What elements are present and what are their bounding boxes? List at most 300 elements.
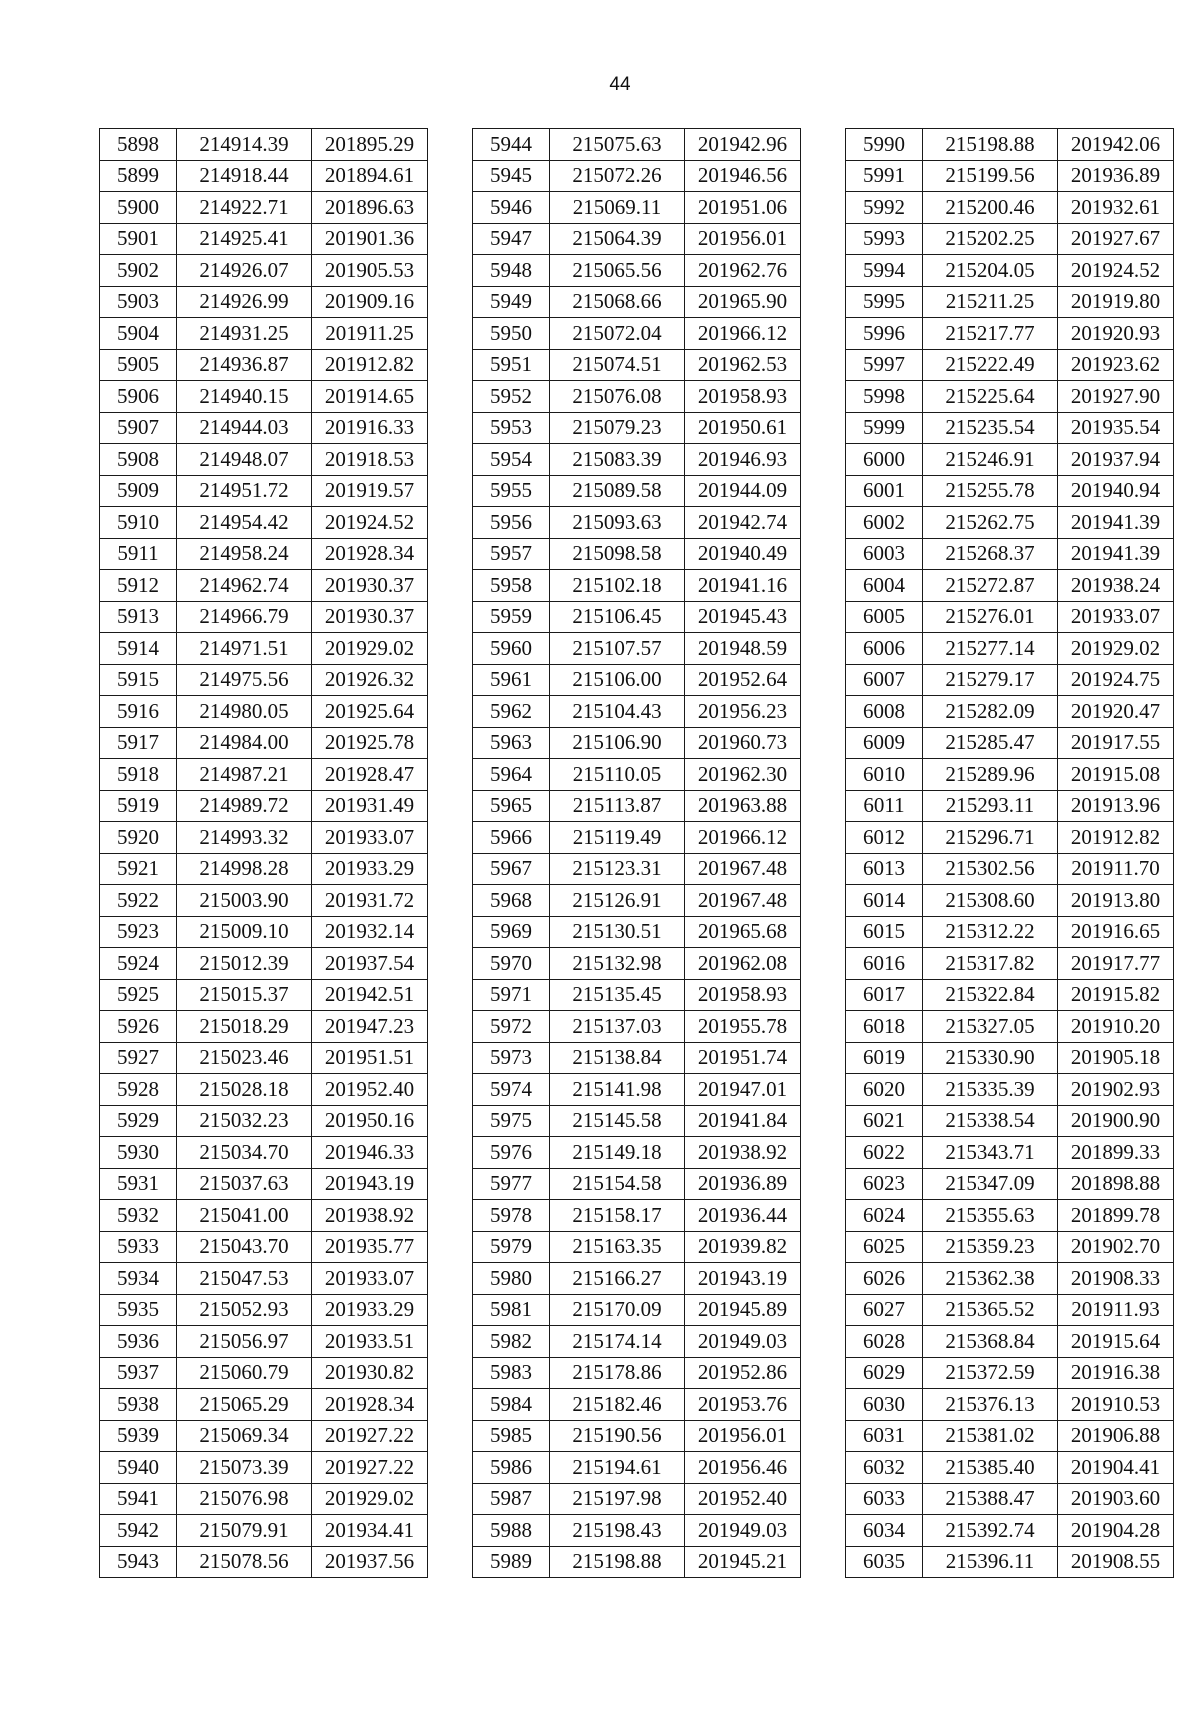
point-number-cell: 5981 <box>473 1294 550 1326</box>
point-number-cell: 6013 <box>846 853 923 885</box>
table-row <box>100 1357 428 1389</box>
x-coordinate-cell: 215069.34 <box>177 1420 312 1452</box>
point-number-cell: 6031 <box>846 1420 923 1452</box>
x-coordinate-cell: 215211.25 <box>923 286 1058 318</box>
table-row <box>100 1483 428 1515</box>
y-coordinate-cell: 201926.32 <box>312 664 428 696</box>
y-coordinate-cell: 201937.94 <box>1058 444 1174 476</box>
point-number-cell: 6034 <box>846 1515 923 1547</box>
y-coordinate-cell: 201934.41 <box>312 1515 428 1547</box>
x-coordinate-cell: 214971.51 <box>177 633 312 665</box>
y-coordinate-cell: 201965.90 <box>685 286 801 318</box>
table-row <box>846 822 1174 854</box>
x-coordinate-cell: 214914.39 <box>177 129 312 161</box>
x-coordinate-cell: 215106.90 <box>550 727 685 759</box>
table-row <box>100 1042 428 1074</box>
point-number-cell: 5956 <box>473 507 550 539</box>
x-coordinate-cell: 215198.43 <box>550 1515 685 1547</box>
table-row <box>846 696 1174 728</box>
point-number-cell: 5964 <box>473 759 550 791</box>
y-coordinate-cell: 201962.08 <box>685 948 801 980</box>
y-coordinate-cell: 201966.12 <box>685 822 801 854</box>
point-number-cell: 5928 <box>100 1074 177 1106</box>
point-number-cell: 5901 <box>100 223 177 255</box>
table-row <box>846 570 1174 602</box>
y-coordinate-cell: 201933.29 <box>312 1294 428 1326</box>
table-row <box>846 129 1174 161</box>
table-row <box>473 1137 801 1169</box>
y-coordinate-cell: 201896.63 <box>312 192 428 224</box>
point-number-cell: 5963 <box>473 727 550 759</box>
x-coordinate-cell: 215376.13 <box>923 1389 1058 1421</box>
point-number-cell: 5899 <box>100 160 177 192</box>
y-coordinate-cell: 201928.47 <box>312 759 428 791</box>
x-coordinate-cell: 214931.25 <box>177 318 312 350</box>
table-row <box>846 1483 1174 1515</box>
y-coordinate-cell: 201924.52 <box>1058 255 1174 287</box>
x-coordinate-cell: 215235.54 <box>923 412 1058 444</box>
x-coordinate-cell: 214936.87 <box>177 349 312 381</box>
point-number-cell: 5914 <box>100 633 177 665</box>
y-coordinate-cell: 201956.01 <box>685 1420 801 1452</box>
x-coordinate-cell: 215028.18 <box>177 1074 312 1106</box>
point-number-cell: 5953 <box>473 412 550 444</box>
table-row <box>473 1263 801 1295</box>
y-coordinate-cell: 201904.41 <box>1058 1452 1174 1484</box>
point-number-cell: 5938 <box>100 1389 177 1421</box>
point-number-cell: 5932 <box>100 1200 177 1232</box>
y-coordinate-cell: 201937.56 <box>312 1546 428 1578</box>
y-coordinate-cell: 201930.82 <box>312 1357 428 1389</box>
point-number-cell: 5999 <box>846 412 923 444</box>
table-row <box>473 853 801 885</box>
y-coordinate-cell: 201952.86 <box>685 1357 801 1389</box>
x-coordinate-cell: 215217.77 <box>923 318 1058 350</box>
table-row <box>473 1011 801 1043</box>
y-coordinate-cell: 201927.22 <box>312 1452 428 1484</box>
point-number-cell: 5979 <box>473 1231 550 1263</box>
y-coordinate-cell: 201905.18 <box>1058 1042 1174 1074</box>
x-coordinate-cell: 215322.84 <box>923 979 1058 1011</box>
table-row <box>100 1294 428 1326</box>
table-row <box>100 475 428 507</box>
y-coordinate-cell: 201930.37 <box>312 570 428 602</box>
table-row <box>100 129 428 161</box>
x-coordinate-cell: 215154.58 <box>550 1168 685 1200</box>
x-coordinate-cell: 215347.09 <box>923 1168 1058 1200</box>
y-coordinate-cell: 201962.30 <box>685 759 801 791</box>
point-number-cell: 5919 <box>100 790 177 822</box>
table-row <box>100 381 428 413</box>
point-number-cell: 5910 <box>100 507 177 539</box>
point-number-cell: 5945 <box>473 160 550 192</box>
x-coordinate-cell: 215343.71 <box>923 1137 1058 1169</box>
y-coordinate-cell: 201960.73 <box>685 727 801 759</box>
table-row <box>100 570 428 602</box>
point-number-cell: 5913 <box>100 601 177 633</box>
y-coordinate-cell: 201942.06 <box>1058 129 1174 161</box>
table-row <box>473 885 801 917</box>
y-coordinate-cell: 201962.53 <box>685 349 801 381</box>
point-number-cell: 6005 <box>846 601 923 633</box>
x-coordinate-cell: 215079.23 <box>550 412 685 444</box>
x-coordinate-cell: 214940.15 <box>177 381 312 413</box>
x-coordinate-cell: 215056.97 <box>177 1326 312 1358</box>
point-number-cell: 5997 <box>846 349 923 381</box>
table-row <box>846 1326 1174 1358</box>
table-row <box>100 1452 428 1484</box>
table-row <box>846 1011 1174 1043</box>
x-coordinate-cell: 215368.84 <box>923 1326 1058 1358</box>
y-coordinate-cell: 201952.40 <box>685 1483 801 1515</box>
point-number-cell: 5902 <box>100 255 177 287</box>
point-number-cell: 6032 <box>846 1452 923 1484</box>
page-number: 44 <box>609 74 631 95</box>
point-number-cell: 5954 <box>473 444 550 476</box>
x-coordinate-cell: 214975.56 <box>177 664 312 696</box>
point-number-cell: 5935 <box>100 1294 177 1326</box>
x-coordinate-cell: 215158.17 <box>550 1200 685 1232</box>
point-number-cell: 5922 <box>100 885 177 917</box>
x-coordinate-cell: 214926.07 <box>177 255 312 287</box>
y-coordinate-cell: 201943.19 <box>312 1168 428 1200</box>
point-number-cell: 5968 <box>473 885 550 917</box>
y-coordinate-cell: 201939.82 <box>685 1231 801 1263</box>
point-number-cell: 5961 <box>473 664 550 696</box>
x-coordinate-cell: 214925.41 <box>177 223 312 255</box>
x-coordinate-cell: 214984.00 <box>177 727 312 759</box>
point-number-cell: 6000 <box>846 444 923 476</box>
x-coordinate-cell: 215182.46 <box>550 1389 685 1421</box>
y-coordinate-cell: 201911.70 <box>1058 853 1174 885</box>
table-row <box>473 475 801 507</box>
y-coordinate-cell: 201935.77 <box>312 1231 428 1263</box>
table-row <box>846 1452 1174 1484</box>
point-number-cell: 6012 <box>846 822 923 854</box>
point-number-cell: 6033 <box>846 1483 923 1515</box>
y-coordinate-cell: 201918.53 <box>312 444 428 476</box>
table-row <box>100 255 428 287</box>
point-number-cell: 6023 <box>846 1168 923 1200</box>
table-row <box>100 885 428 917</box>
y-coordinate-cell: 201913.80 <box>1058 885 1174 917</box>
point-number-cell: 5918 <box>100 759 177 791</box>
table-row <box>100 538 428 570</box>
x-coordinate-cell: 215197.98 <box>550 1483 685 1515</box>
table-row <box>846 1263 1174 1295</box>
table-row <box>100 160 428 192</box>
x-coordinate-cell: 215388.47 <box>923 1483 1058 1515</box>
y-coordinate-cell: 201947.23 <box>312 1011 428 1043</box>
x-coordinate-cell: 215107.57 <box>550 633 685 665</box>
table-row <box>846 633 1174 665</box>
y-coordinate-cell: 201967.48 <box>685 853 801 885</box>
x-coordinate-cell: 215074.51 <box>550 349 685 381</box>
point-number-cell: 5915 <box>100 664 177 696</box>
point-number-cell: 6014 <box>846 885 923 917</box>
y-coordinate-cell: 201931.72 <box>312 885 428 917</box>
x-coordinate-cell: 215276.01 <box>923 601 1058 633</box>
point-number-cell: 5949 <box>473 286 550 318</box>
table-row <box>473 696 801 728</box>
point-number-cell: 5975 <box>473 1105 550 1137</box>
table-row <box>100 1326 428 1358</box>
point-number-cell: 6021 <box>846 1105 923 1137</box>
x-coordinate-cell: 215327.05 <box>923 1011 1058 1043</box>
y-coordinate-cell: 201963.88 <box>685 790 801 822</box>
y-coordinate-cell: 201901.36 <box>312 223 428 255</box>
point-number-cell: 6020 <box>846 1074 923 1106</box>
y-coordinate-cell: 201949.03 <box>685 1515 801 1547</box>
x-coordinate-cell: 214966.79 <box>177 601 312 633</box>
x-coordinate-cell: 215194.61 <box>550 1452 685 1484</box>
point-number-cell: 5936 <box>100 1326 177 1358</box>
y-coordinate-cell: 201955.78 <box>685 1011 801 1043</box>
point-number-cell: 5944 <box>473 129 550 161</box>
point-number-cell: 6035 <box>846 1546 923 1578</box>
table-row <box>846 538 1174 570</box>
table-row <box>473 1200 801 1232</box>
x-coordinate-cell: 215119.49 <box>550 822 685 854</box>
table-row <box>473 129 801 161</box>
y-coordinate-cell: 201951.74 <box>685 1042 801 1074</box>
x-coordinate-cell: 215289.96 <box>923 759 1058 791</box>
table-row <box>846 1389 1174 1421</box>
y-coordinate-cell: 201915.64 <box>1058 1326 1174 1358</box>
y-coordinate-cell: 201946.93 <box>685 444 801 476</box>
y-coordinate-cell: 201899.78 <box>1058 1200 1174 1232</box>
x-coordinate-cell: 215043.70 <box>177 1231 312 1263</box>
y-coordinate-cell: 201952.64 <box>685 664 801 696</box>
table-row <box>473 1515 801 1547</box>
x-coordinate-cell: 215003.90 <box>177 885 312 917</box>
y-coordinate-cell: 201911.25 <box>312 318 428 350</box>
point-number-cell: 5926 <box>100 1011 177 1043</box>
table-row <box>846 916 1174 948</box>
y-coordinate-cell: 201956.01 <box>685 223 801 255</box>
y-coordinate-cell: 201894.61 <box>312 160 428 192</box>
x-coordinate-cell: 215296.71 <box>923 822 1058 854</box>
point-number-cell: 5972 <box>473 1011 550 1043</box>
y-coordinate-cell: 201953.76 <box>685 1389 801 1421</box>
x-coordinate-cell: 215279.17 <box>923 664 1058 696</box>
table-row <box>846 160 1174 192</box>
y-coordinate-cell: 201904.28 <box>1058 1515 1174 1547</box>
table-row <box>473 1546 801 1578</box>
point-number-cell: 5909 <box>100 475 177 507</box>
table-row <box>473 1452 801 1484</box>
table-row <box>473 223 801 255</box>
x-coordinate-cell: 215141.98 <box>550 1074 685 1106</box>
y-coordinate-cell: 201912.82 <box>1058 822 1174 854</box>
table-row <box>100 1231 428 1263</box>
y-coordinate-cell: 201936.89 <box>1058 160 1174 192</box>
point-number-cell: 5904 <box>100 318 177 350</box>
y-coordinate-cell: 201903.60 <box>1058 1483 1174 1515</box>
x-coordinate-cell: 215064.39 <box>550 223 685 255</box>
table-row <box>473 381 801 413</box>
x-coordinate-cell: 215083.39 <box>550 444 685 476</box>
y-coordinate-cell: 201915.08 <box>1058 759 1174 791</box>
table-row <box>473 1231 801 1263</box>
y-coordinate-cell: 201928.34 <box>312 538 428 570</box>
x-coordinate-cell: 215335.39 <box>923 1074 1058 1106</box>
y-coordinate-cell: 201948.59 <box>685 633 801 665</box>
table-row <box>473 664 801 696</box>
y-coordinate-cell: 201917.55 <box>1058 727 1174 759</box>
x-coordinate-cell: 215104.43 <box>550 696 685 728</box>
point-number-cell: 6016 <box>846 948 923 980</box>
x-coordinate-cell: 215198.88 <box>923 129 1058 161</box>
x-coordinate-cell: 215106.45 <box>550 601 685 633</box>
x-coordinate-cell: 215037.63 <box>177 1168 312 1200</box>
table-row <box>100 318 428 350</box>
x-coordinate-cell: 215330.90 <box>923 1042 1058 1074</box>
y-coordinate-cell: 201924.52 <box>312 507 428 539</box>
table-row <box>473 1294 801 1326</box>
table-row <box>473 727 801 759</box>
table-row <box>846 507 1174 539</box>
x-coordinate-cell: 215113.87 <box>550 790 685 822</box>
point-number-cell: 5947 <box>473 223 550 255</box>
table-row <box>100 822 428 854</box>
x-coordinate-cell: 215079.91 <box>177 1515 312 1547</box>
table-row <box>473 1420 801 1452</box>
point-number-cell: 6018 <box>846 1011 923 1043</box>
table-row <box>846 444 1174 476</box>
y-coordinate-cell: 201908.33 <box>1058 1263 1174 1295</box>
point-number-cell: 5988 <box>473 1515 550 1547</box>
table-row <box>473 318 801 350</box>
table-row <box>846 1042 1174 1074</box>
point-number-cell: 6022 <box>846 1137 923 1169</box>
x-coordinate-cell: 215359.23 <box>923 1231 1058 1263</box>
y-coordinate-cell: 201933.51 <box>312 1326 428 1358</box>
table-row <box>100 1515 428 1547</box>
y-coordinate-cell: 201967.48 <box>685 885 801 917</box>
x-coordinate-cell: 214989.72 <box>177 790 312 822</box>
table-row <box>846 601 1174 633</box>
y-coordinate-cell: 201910.53 <box>1058 1389 1174 1421</box>
y-coordinate-cell: 201962.76 <box>685 255 801 287</box>
x-coordinate-cell: 215018.29 <box>177 1011 312 1043</box>
point-number-cell: 5908 <box>100 444 177 476</box>
point-number-cell: 5948 <box>473 255 550 287</box>
point-number-cell: 5992 <box>846 192 923 224</box>
x-coordinate-cell: 215009.10 <box>177 916 312 948</box>
table-row <box>473 601 801 633</box>
table-row <box>100 727 428 759</box>
y-coordinate-cell: 201929.02 <box>312 1483 428 1515</box>
table-row <box>846 1137 1174 1169</box>
x-coordinate-cell: 215355.63 <box>923 1200 1058 1232</box>
point-number-cell: 6017 <box>846 979 923 1011</box>
point-number-cell: 5983 <box>473 1357 550 1389</box>
table-row <box>473 444 801 476</box>
table-row <box>100 192 428 224</box>
point-number-cell: 5976 <box>473 1137 550 1169</box>
y-coordinate-cell: 201928.34 <box>312 1389 428 1421</box>
table-row <box>100 664 428 696</box>
x-coordinate-cell: 215106.00 <box>550 664 685 696</box>
x-coordinate-cell: 215372.59 <box>923 1357 1058 1389</box>
point-number-cell: 5937 <box>100 1357 177 1389</box>
point-number-cell: 5993 <box>846 223 923 255</box>
table-row <box>100 349 428 381</box>
table-row <box>473 1326 801 1358</box>
point-number-cell: 5960 <box>473 633 550 665</box>
y-coordinate-cell: 201927.22 <box>312 1420 428 1452</box>
x-coordinate-cell: 215076.98 <box>177 1483 312 1515</box>
point-number-cell: 5941 <box>100 1483 177 1515</box>
point-number-cell: 6009 <box>846 727 923 759</box>
table-row <box>473 948 801 980</box>
table-row <box>846 727 1174 759</box>
table-row <box>100 412 428 444</box>
y-coordinate-cell: 201929.02 <box>1058 633 1174 665</box>
point-number-cell: 5970 <box>473 948 550 980</box>
x-coordinate-cell: 215126.91 <box>550 885 685 917</box>
y-coordinate-cell: 201942.74 <box>685 507 801 539</box>
table-row <box>100 759 428 791</box>
point-number-cell: 5942 <box>100 1515 177 1547</box>
point-number-cell: 5977 <box>473 1168 550 1200</box>
y-coordinate-cell: 201951.06 <box>685 192 801 224</box>
point-number-cell: 5934 <box>100 1263 177 1295</box>
coordinate-table-1 <box>99 128 428 1578</box>
x-coordinate-cell: 215089.58 <box>550 475 685 507</box>
x-coordinate-cell: 214918.44 <box>177 160 312 192</box>
x-coordinate-cell: 215302.56 <box>923 853 1058 885</box>
table-row <box>100 444 428 476</box>
y-coordinate-cell: 201946.33 <box>312 1137 428 1169</box>
x-coordinate-cell: 215072.26 <box>550 160 685 192</box>
point-number-cell: 5952 <box>473 381 550 413</box>
table-row <box>473 1357 801 1389</box>
x-coordinate-cell: 215032.23 <box>177 1105 312 1137</box>
table-row <box>846 192 1174 224</box>
point-number-cell: 5900 <box>100 192 177 224</box>
y-coordinate-cell: 201945.43 <box>685 601 801 633</box>
x-coordinate-cell: 215102.18 <box>550 570 685 602</box>
point-number-cell: 5996 <box>846 318 923 350</box>
x-coordinate-cell: 215200.46 <box>923 192 1058 224</box>
table-row <box>100 223 428 255</box>
x-coordinate-cell: 215255.78 <box>923 475 1058 507</box>
point-number-cell: 5917 <box>100 727 177 759</box>
y-coordinate-cell: 201965.68 <box>685 916 801 948</box>
point-number-cell: 5986 <box>473 1452 550 1484</box>
point-number-cell: 5929 <box>100 1105 177 1137</box>
x-coordinate-cell: 214998.28 <box>177 853 312 885</box>
x-coordinate-cell: 215137.03 <box>550 1011 685 1043</box>
x-coordinate-cell: 215202.25 <box>923 223 1058 255</box>
table-row <box>473 538 801 570</box>
y-coordinate-cell: 201949.03 <box>685 1326 801 1358</box>
point-number-cell: 5980 <box>473 1263 550 1295</box>
table-row <box>846 475 1174 507</box>
point-number-cell: 6002 <box>846 507 923 539</box>
y-coordinate-cell: 201952.40 <box>312 1074 428 1106</box>
table-row <box>846 1420 1174 1452</box>
table-row <box>100 1200 428 1232</box>
point-number-cell: 5951 <box>473 349 550 381</box>
x-coordinate-cell: 214980.05 <box>177 696 312 728</box>
y-coordinate-cell: 201916.33 <box>312 412 428 444</box>
x-coordinate-cell: 215132.98 <box>550 948 685 980</box>
x-coordinate-cell: 215130.51 <box>550 916 685 948</box>
point-number-cell: 5955 <box>473 475 550 507</box>
